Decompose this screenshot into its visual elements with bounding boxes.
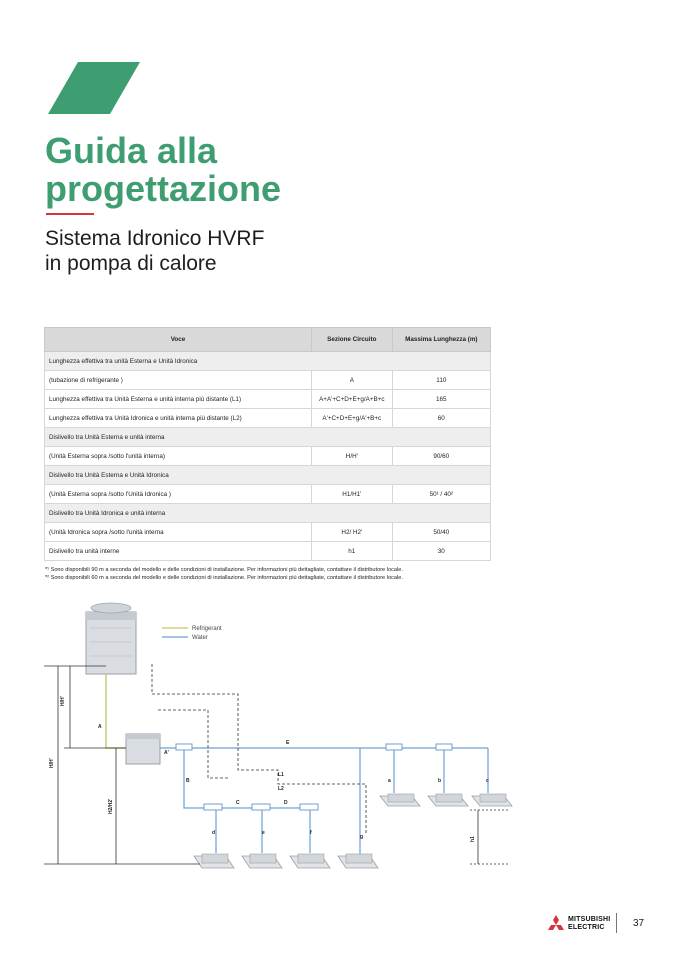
row-label: Lunghezza effettiva tra Unità Idronica e unità interna più distante (L2)	[45, 409, 312, 428]
legend-water: Water	[192, 635, 208, 641]
label-e: E	[286, 740, 290, 746]
header-sezione-circuito: Sezione Circuito	[312, 328, 393, 352]
label-a: A	[98, 724, 102, 730]
height-dimension-lines	[44, 666, 510, 864]
row-max-length: 110	[392, 371, 490, 390]
row-max-length: 90/60	[392, 447, 490, 466]
indoor-unit-icon	[194, 854, 234, 868]
section-label: Lunghezza effettiva tra unità Esterna e Unità Idronica	[45, 352, 491, 371]
row-label: (Unità Esterna sopra /sotto l'Unità Idronica )	[45, 485, 312, 504]
header-massima-lunghezza: Massima Lunghezza (m)	[392, 328, 490, 352]
row-circuit: A+A'+C+D+E+g/A+B+c	[312, 390, 393, 409]
table-section-row	[45, 504, 491, 523]
table-row	[45, 523, 491, 542]
row-circuit: H/H'	[312, 447, 393, 466]
label-h1: h1	[470, 836, 476, 842]
system-layout-diagram	[40, 598, 520, 883]
page-title	[45, 132, 281, 208]
row-label: Dislivello tra unità interne	[45, 542, 312, 561]
row-circuit: A	[312, 371, 393, 390]
section-label: Dislivello tra Unità Idronica e unità interna	[45, 504, 491, 523]
row-circuit: h1	[312, 542, 393, 561]
row-label: (Unità Esterna sopra /sotto l'unità interna)	[45, 447, 312, 466]
row-max-length: 60	[392, 409, 490, 428]
label-d-lower: d	[212, 830, 216, 836]
table-row	[45, 485, 491, 504]
footer-divider	[616, 913, 617, 933]
footnote-1: *¹ Sono disponibili 90 m a seconda del modello e delle condizioni di installazione. Per informazioni più dettagliate, contattare il distributore locale.	[45, 567, 403, 573]
table-row	[45, 542, 491, 561]
label-a-lower: a	[388, 778, 391, 784]
label-d: D	[284, 800, 288, 806]
row-label: Lunghezza effettiva tra Unità Esterna e unità interna più distante (L1)	[45, 390, 312, 409]
label-f-lower: f	[310, 830, 312, 836]
table-section-row	[45, 352, 491, 371]
hydronic-unit-icon	[126, 734, 160, 764]
indoor-unit-icon	[338, 854, 378, 868]
refrigerant-pipe	[106, 674, 126, 748]
row-circuit: A'+C+D+E+g/A'+B+c	[312, 409, 393, 428]
label-c-lower: c	[486, 778, 489, 784]
label-h2: H2/H2'	[108, 798, 114, 814]
title-underline	[46, 213, 94, 215]
subtitle-line-2: in pompa di calore	[45, 252, 217, 275]
title-line-1: Guida alla	[45, 130, 218, 171]
table-row	[45, 371, 491, 390]
indoor-unit-icon	[472, 794, 512, 806]
label-h-top: H/H'	[60, 696, 66, 706]
legend-refrigerant: Refrigerant	[192, 626, 222, 632]
row-max-length: 50/40	[392, 523, 490, 542]
row-max-length: 50¹ / 40²	[392, 485, 490, 504]
row-label: (tubazione di refrigerante )	[45, 371, 312, 390]
length-l2-line	[158, 710, 228, 778]
brand-name	[568, 916, 610, 932]
table-section-row	[45, 428, 491, 447]
page-subtitle	[45, 226, 264, 276]
diagram-legend	[162, 626, 222, 641]
label-c: C	[236, 800, 240, 806]
label-e-lower: e	[262, 830, 265, 836]
title-line-2: progettazione	[45, 168, 282, 209]
page-number: 37	[633, 918, 645, 929]
green-parallelogram-logo	[48, 62, 140, 114]
water-branch-lower	[184, 748, 310, 808]
indoor-unit-icon	[428, 794, 468, 806]
table-row	[45, 447, 491, 466]
row-circuit: H2/ H2'	[312, 523, 393, 542]
mitsubishi-diamonds-logo	[545, 914, 567, 936]
table-header-row	[45, 328, 491, 352]
footnote-2: *² Sono disponibili 60 m a seconda del modello e delle condizioni di installazione. Per informazioni più dettagliate, contattare il distributore locale.	[45, 575, 403, 581]
label-g-lower: g	[360, 834, 364, 840]
table-section-row	[45, 466, 491, 485]
row-max-length: 165	[392, 390, 490, 409]
pipe-length-table	[44, 327, 491, 561]
section-label: Dislivello tra Unità Esterna e Unità Idronica	[45, 466, 491, 485]
row-label: (Unità Idronica sopra /sotto l'unità interna	[45, 523, 312, 542]
table-row	[45, 390, 491, 409]
row-circuit: H1/H1'	[312, 485, 393, 504]
brand-line-1: MITSUBISHI	[568, 916, 611, 923]
header-voce: Voce	[45, 328, 312, 352]
label-a-prime: A'	[164, 750, 169, 756]
table-row	[45, 409, 491, 428]
subtitle-line-1: Sistema Idronico HVRF	[45, 227, 265, 250]
label-b: B	[186, 778, 190, 784]
brand-line-2: ELECTRIC	[568, 924, 605, 931]
label-l1: L1	[278, 772, 284, 778]
indoor-unit-icon	[380, 794, 420, 806]
label-b-lower: b	[438, 778, 442, 784]
label-l2: L2	[278, 786, 284, 792]
section-label: Dislivello tra Unità Esterna e unità interna	[45, 428, 491, 447]
indoor-unit-icon	[242, 854, 282, 868]
row-max-length: 30	[392, 542, 490, 561]
table-footnotes	[45, 566, 403, 582]
label-h-full: H/H'	[49, 758, 55, 768]
indoor-unit-icon	[290, 854, 330, 868]
outdoor-unit-icon	[86, 603, 136, 674]
